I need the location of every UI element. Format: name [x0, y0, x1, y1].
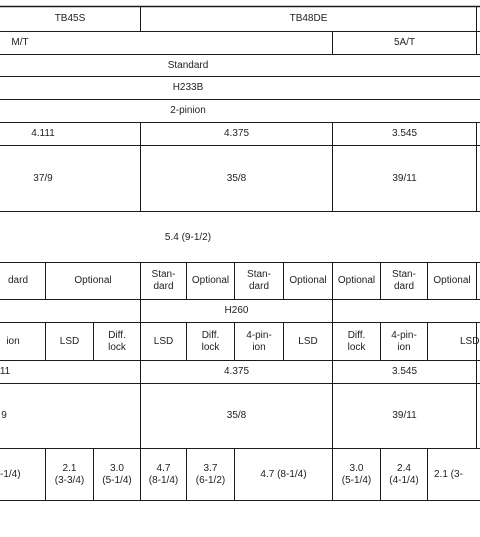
- final-drive-model-row: H233B: [172, 82, 204, 93]
- type-cell: Optional: [191, 275, 230, 286]
- standard-row: Standard: [167, 59, 209, 71]
- gear-ratio-cell: 3.545: [391, 366, 418, 377]
- diff-type-cell: LSD: [59, 335, 80, 347]
- type-cell: Stan- dard: [247, 269, 271, 292]
- diff-type-cell: LSD: [460, 335, 480, 347]
- oil-capacity-cell: 2.1 (3-: [434, 468, 463, 480]
- type-cell: Optional: [74, 275, 112, 286]
- type-cell: Stan- dard: [151, 269, 176, 292]
- diff-type-cell: ion: [6, 335, 20, 347]
- type-cell: Optional: [337, 275, 376, 286]
- oil-capacity-cell: 3.0 (5-1/4): [341, 462, 372, 486]
- teeth-ratio-cell: 39/11: [392, 410, 417, 421]
- teeth-ratio-cell: 39/11: [392, 172, 417, 184]
- gear-ratio-cell: 4.111: [31, 128, 55, 139]
- oil-capacity-cell: -1/4): [0, 468, 21, 480]
- gear-ratio-cell: 4.375: [223, 366, 250, 377]
- type-cell: Optional: [289, 275, 327, 286]
- pinion-row: 2-pinion: [170, 105, 206, 116]
- oil-capacity-cell: 3.7 (6-1/2): [195, 462, 226, 486]
- engine-tb48de-header: TB48DE: [289, 13, 328, 24]
- diff-type-cell: 4-pin- ion: [391, 329, 417, 353]
- type-cell: dard: [7, 275, 28, 286]
- gear-ratio-cell: 4.375: [223, 128, 250, 139]
- diff-type-cell: Diff. lock: [201, 329, 220, 353]
- gear-ratio-cell: 11: [0, 366, 11, 377]
- oil-capacity-cell: 4.7 (8-1/4): [148, 462, 179, 486]
- type-cell: Optional: [433, 275, 471, 286]
- oil-capacity-cell: 2.1 (3-3/4): [54, 462, 85, 486]
- transmission-mt-cell: M/T: [11, 37, 29, 48]
- diff-type-cell: LSD: [298, 335, 318, 347]
- teeth-ratio-cell: 37/9: [33, 172, 53, 184]
- gear-ratio-cell: 3.545: [391, 128, 418, 139]
- diff-type-cell: LSD: [153, 335, 174, 347]
- oil-capacity-cell: 4.7 (8-1/4): [260, 468, 307, 480]
- final-drive-model-h260: H260: [224, 305, 249, 316]
- diff-type-cell: 4-pin- ion: [246, 329, 272, 353]
- diff-type-cell: Diff. lock: [347, 329, 366, 353]
- oil-capacity-cell: 2.4 (4-1/4): [389, 462, 419, 486]
- oil-capacity-value: 5.4 (9-1/2): [164, 232, 212, 243]
- teeth-ratio-cell: 35/8: [226, 410, 247, 421]
- engine-tb45s-header: TB45S: [54, 13, 86, 24]
- teeth-ratio-cell: 9: [1, 410, 7, 421]
- transmission-5at-cell: 5A/T: [393, 37, 416, 48]
- teeth-ratio-cell: 35/8: [226, 172, 247, 184]
- type-cell: Stan- dard: [392, 269, 416, 292]
- oil-capacity-cell: 3.0 (5-1/4): [102, 462, 132, 486]
- diff-type-cell: Diff. lock: [108, 329, 126, 353]
